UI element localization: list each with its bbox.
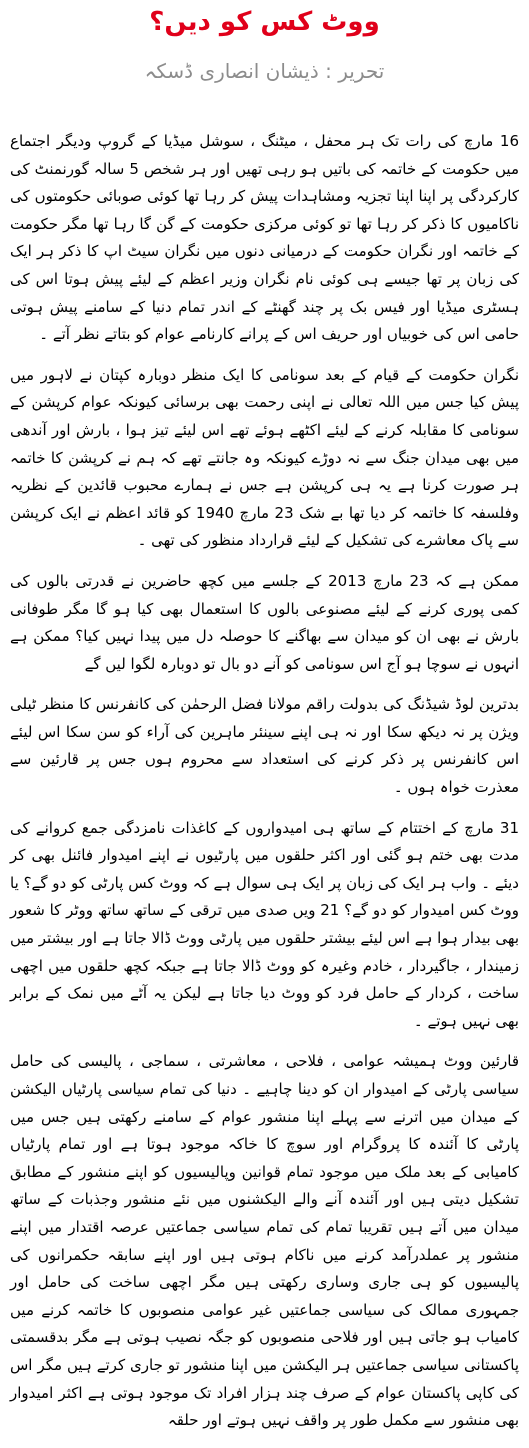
article-paragraph: 16 مارچ کی رات تک ہر محفل ، میٹنگ ، سوشل میڈیا کے گروپ ودیگر اجتماع میں حکومت کے خاتمہ کی باتیں ہو رہی تھیں اور ہر شخص 5 سالہ گورنمنٹ کی کارکردگی پر اپنا اپنا تجزیہ ومشاہدات پیش کر رہا تھا کوئی صوبائی حکومتوں کی ناکامیوں کا ذکر کر رہا تھا تو کوئی مرکزی حکومت کے گن گا رہا تھا مگر حکومت کے خاتمہ اور نگران حکومت کے درمیانی دنوں میں نگران سیٹ اپ کا ذکر ہر ایک کی زبان پر تھا جیسے ہی کوئی نام نگران وزیر اعظم کے لیئے پیش ہوتا اس کی ہسٹری میڈیا اور فیس بک پر چند گھنٹے کے اندر تمام دنیا کے سامنے پیش ہوتی حامی اس کی خوبیاں اور حریف اس کے پرانے کارنامے عوام کو بتاتے نظر آتے ۔ xyxy=(10,132,519,344)
article-paragraph: بدترین لوڈ شیڈنگ کی بدولت راقم مولانا فضل الرحمٰن کی کانفرنس کا منظر ٹیلی ویژن پر نہ دیکھ سکا اور نہ ہی اپنے سینئر ماہرین کی آراء کو سن سکا اس لیئے اس کانفرنس پر ذکر کرنے کی استعداد سے محروم ہوں جس پر قارئین سے معذرت خواہ ہوں ۔ xyxy=(10,695,519,797)
article-paragraph: 31 مارچ کے اختتام کے ساتھ ہی امیدواروں کے کاغذات نامزدگی جمع کروانے کی مدت بھی ختم ہو گئی اور اکثر حلقوں میں پارٹیوں نے اپنے امیدوار فائنل بھی کر دیئے ۔ واب ہر ایک کی زبان پر ایک ہی سوال ہے کہ ووٹ کس پارٹی کو دو گے؟ یا ووٹ کس امیدوار کو دو گے؟ 21 ویں صدی میں ترقی کے ساتھ ساتھ ووٹر کا شعور بھی بیدار ہوا ہے اس لیئے بیشتر حلقوں میں پارٹی ووٹ ڈالا جاتا ہے اور بیشتر میں زمیندار ، جاگیردار ، خادم وغیرہ کو ووٹ ڈالا جاتا ہے جبکہ کچھ حلقوں میں اچھی ساخت ، کردار کے حامل فرد کو ووٹ دیا جاتا ہے لیکن یہ آٹے میں نمک کے برابر بھی نہیں ہوتے ۔ xyxy=(10,818,519,1030)
article-paragraph: قارئین ووٹ ہمیشہ عوامی ، فلاحی ، معاشرتی ، سماجی ، پالیسی کی حامل سیاسی پارٹی کے امیدوار ان کو دینا چاہیے ۔ دنیا کی تمام سیاسی پارٹیاں الیکشن کے میدان میں اترنے سے پہلے اپنا منشور عوام کے سامنے رکھتی ہیں جس میں پارٹی کا آئندہ کا پروگرام اور سوچ کا خاکہ موجود ہوتا ہے اور تمام پارٹیاں کامیابی کے بعد ملک میں موجود تمام قوانین وپالیسیوں کو اپنے منشور کے مطابق تشکیل دیتی ہیں اور آئندہ آنے والے الیکشنوں میں نئے منشور وجذبات کے ساتھ میدان میں آتے ہیں تقریبا تمام کی تمام سیاسی جماعتیں عرصہ اقتدار میں اپنے منشور پر عملدرآمد کرنے میں ناکام ہوتی ہیں اور اپنے سابقہ حکمرانوں کی پالیسیوں کو ہی جاری وساری رکھتی ہیں مگر اچھی ساخت کی حامل اور جمہوری ممالک کی سیاسی جماعتیں غیر عوامی منصوبوں کا خاتمہ کرنے میں کامیاب ہو جاتی ہیں اور فلاحی منصوبوں کو جگہ نصیب ہوتی ہے مگر بدقسمتی پاکستانی سیاسی جماعتیں ہر الیکشن میں اپنا منشور تو جاری کرتے ہیں مگر اس کی کاپی پاکستان عوام کے صرف چند ہزار افراد تک موجود ہوتی ہے اکثر امیدوار بھی منشور سے مکمل طور پر واقف نہیں ہوتے اور حلقہ xyxy=(10,1052,519,1430)
article-paragraph: نگران حکومت کے قیام کے بعد سونامی کا ایک منظر دوبارہ کپتان نے لاہور میں پیش کیا جس میں اللہ تعالی نے اپنی رحمت بھی برسائی کیونکہ عوام کرپشن کے سونامی کا مقابلہ کرنے کے لیئے اکٹھے ہوئے تھے اس لیئے تیز ہوا ، بارش اور آندھی میں بھی میدان جنگ سے نہ دوڑے کیونکہ وہ جانتے تھے کہ ہم نے کرپشن کا خاتمہ ہر صورت کرنا ہے یہ ہی کرپشن ہے جس نے ہمارے محبوب قائدین کے نظریہ وفلسفہ کا خاتمہ کر دیا تھا بے شک 23 مارچ 1940 کو قائد اعظم نے ایک کرپشن سے پاک معاشرے کی تشکیل کے لیئے قرارداد منظور کی تھی ۔ xyxy=(10,365,519,550)
article-title: ووٹ کس کو دیں؟ xyxy=(149,7,380,37)
article-body xyxy=(10,128,519,1448)
article-paragraph: ممکن ہے کہ 23 مارچ 2013 کے جلسے میں کچھ حاضرین نے قدرتی بالوں کی کمی پوری کرنے کے لیئے مصنوعی بالوں کا استعمال بھی کیا ہو گا مگر طوفانی بارش نے بھی ان کو میدان سے بھاگنے کا حوصلہ دل میں پیدا نہیں کیا؟ ممکن ہے انہوں نے سوچا ہو آج اس سونامی کو آنے دو بال تو دوبارہ لگوا لیں گے xyxy=(10,571,519,673)
article-byline: تحریر : ذیشان انصاری ڈسکہ xyxy=(144,59,385,83)
